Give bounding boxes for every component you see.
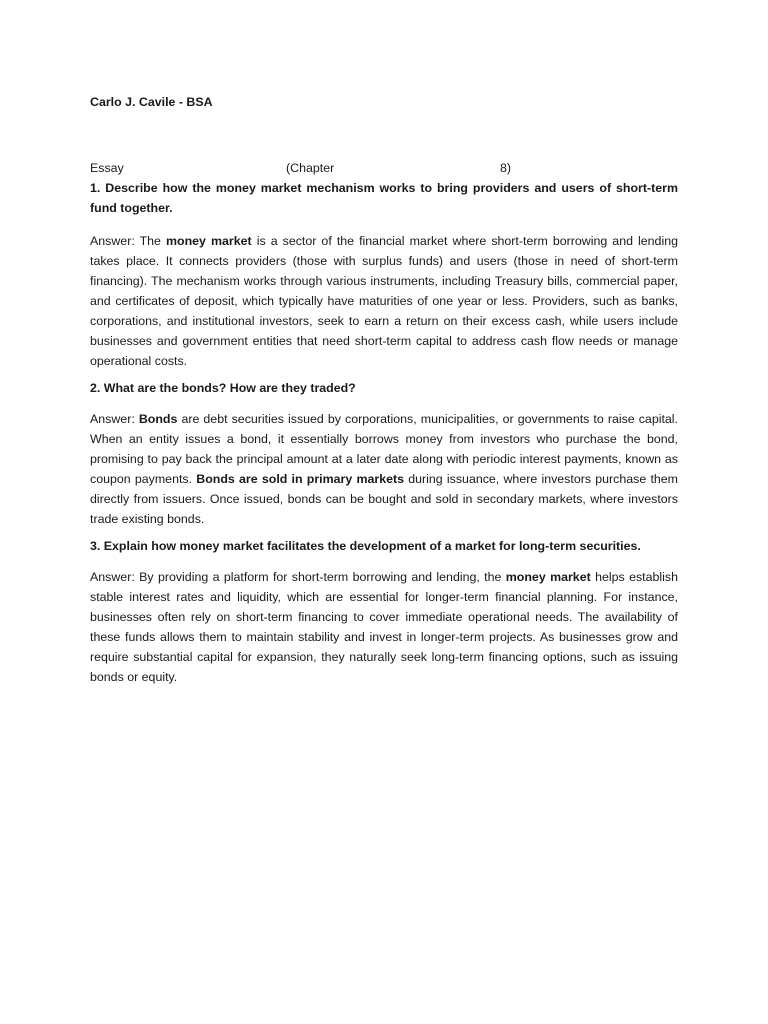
chapter-number: 8) <box>500 161 512 175</box>
answer-1-bold: money market <box>166 234 252 248</box>
answer-2-mid: are debt securities issued by corporations, municipalities, or governments to raise capital. When an entity issues a bond, it essentially borrows money from investors who purchase the bond, promising to pay back the principal amount at a later date along with periodic interest payments, known as coupon payments. <box>90 412 678 486</box>
answer-2-prefix: Answer: <box>90 412 139 426</box>
question-1: 1. Describe how the money market mechanism works to bring providers and users of short-term fund together. <box>90 181 678 215</box>
answer-2-text: during issuance, where investors purchase them directly from issuers. Once issued, bonds can be bought and sold in secondary markets, where investors trade existing bonds. <box>90 472 678 526</box>
answer-3-text: helps establish stable interest rates and liquidity, which are essential for longer-term financial planning. For instance, businesses often rely on short-term financing to cover immediate operational needs. The availability of these funds allows them to maintain stability and invest in longer-term projects. As businesses grow and require substantial capital for expansion, they naturally seek long-term financing options, such as issuing bonds or equity. <box>90 570 678 684</box>
answer-1-prefix: Answer: The <box>90 234 166 248</box>
question-2: 2. What are the bonds? How are they traded? <box>90 381 356 395</box>
answer-2 <box>90 409 678 529</box>
answer-1 <box>90 231 678 371</box>
chapter-label: (Chapter <box>286 161 335 175</box>
answer-3-prefix: Answer: By providing a platform for short-term borrowing and lending, the <box>90 570 506 584</box>
answer-1-text: is a sector of the financial market where short-term borrowing and lending takes place. It connects providers (those with surplus funds) and users (those in need of short-term financing). The mechanism works through various instruments, including Treasury bills, commercial paper, and certificates of deposit, which typically have maturities of one year or less. Providers, such as banks, corporations, and institutional investors, seek to earn a return on their excess cash, while users include businesses and government entities that need short-term capital to address cash flow needs or manage operational costs. <box>90 234 678 368</box>
essay-header <box>90 158 678 178</box>
question-3: 3. Explain how money market facilitates the development of a market for long-term securities. <box>90 539 641 553</box>
essay-label: Essay <box>90 161 124 175</box>
answer-2-bold-2: Bonds are sold in primary markets <box>196 472 405 486</box>
document-page <box>90 92 678 687</box>
answer-3-bold: money market <box>505 570 591 584</box>
answer-3 <box>90 567 678 687</box>
author-name: Carlo J. Cavile - BSA <box>90 95 213 109</box>
answer-2-bold: Bonds <box>138 412 178 426</box>
